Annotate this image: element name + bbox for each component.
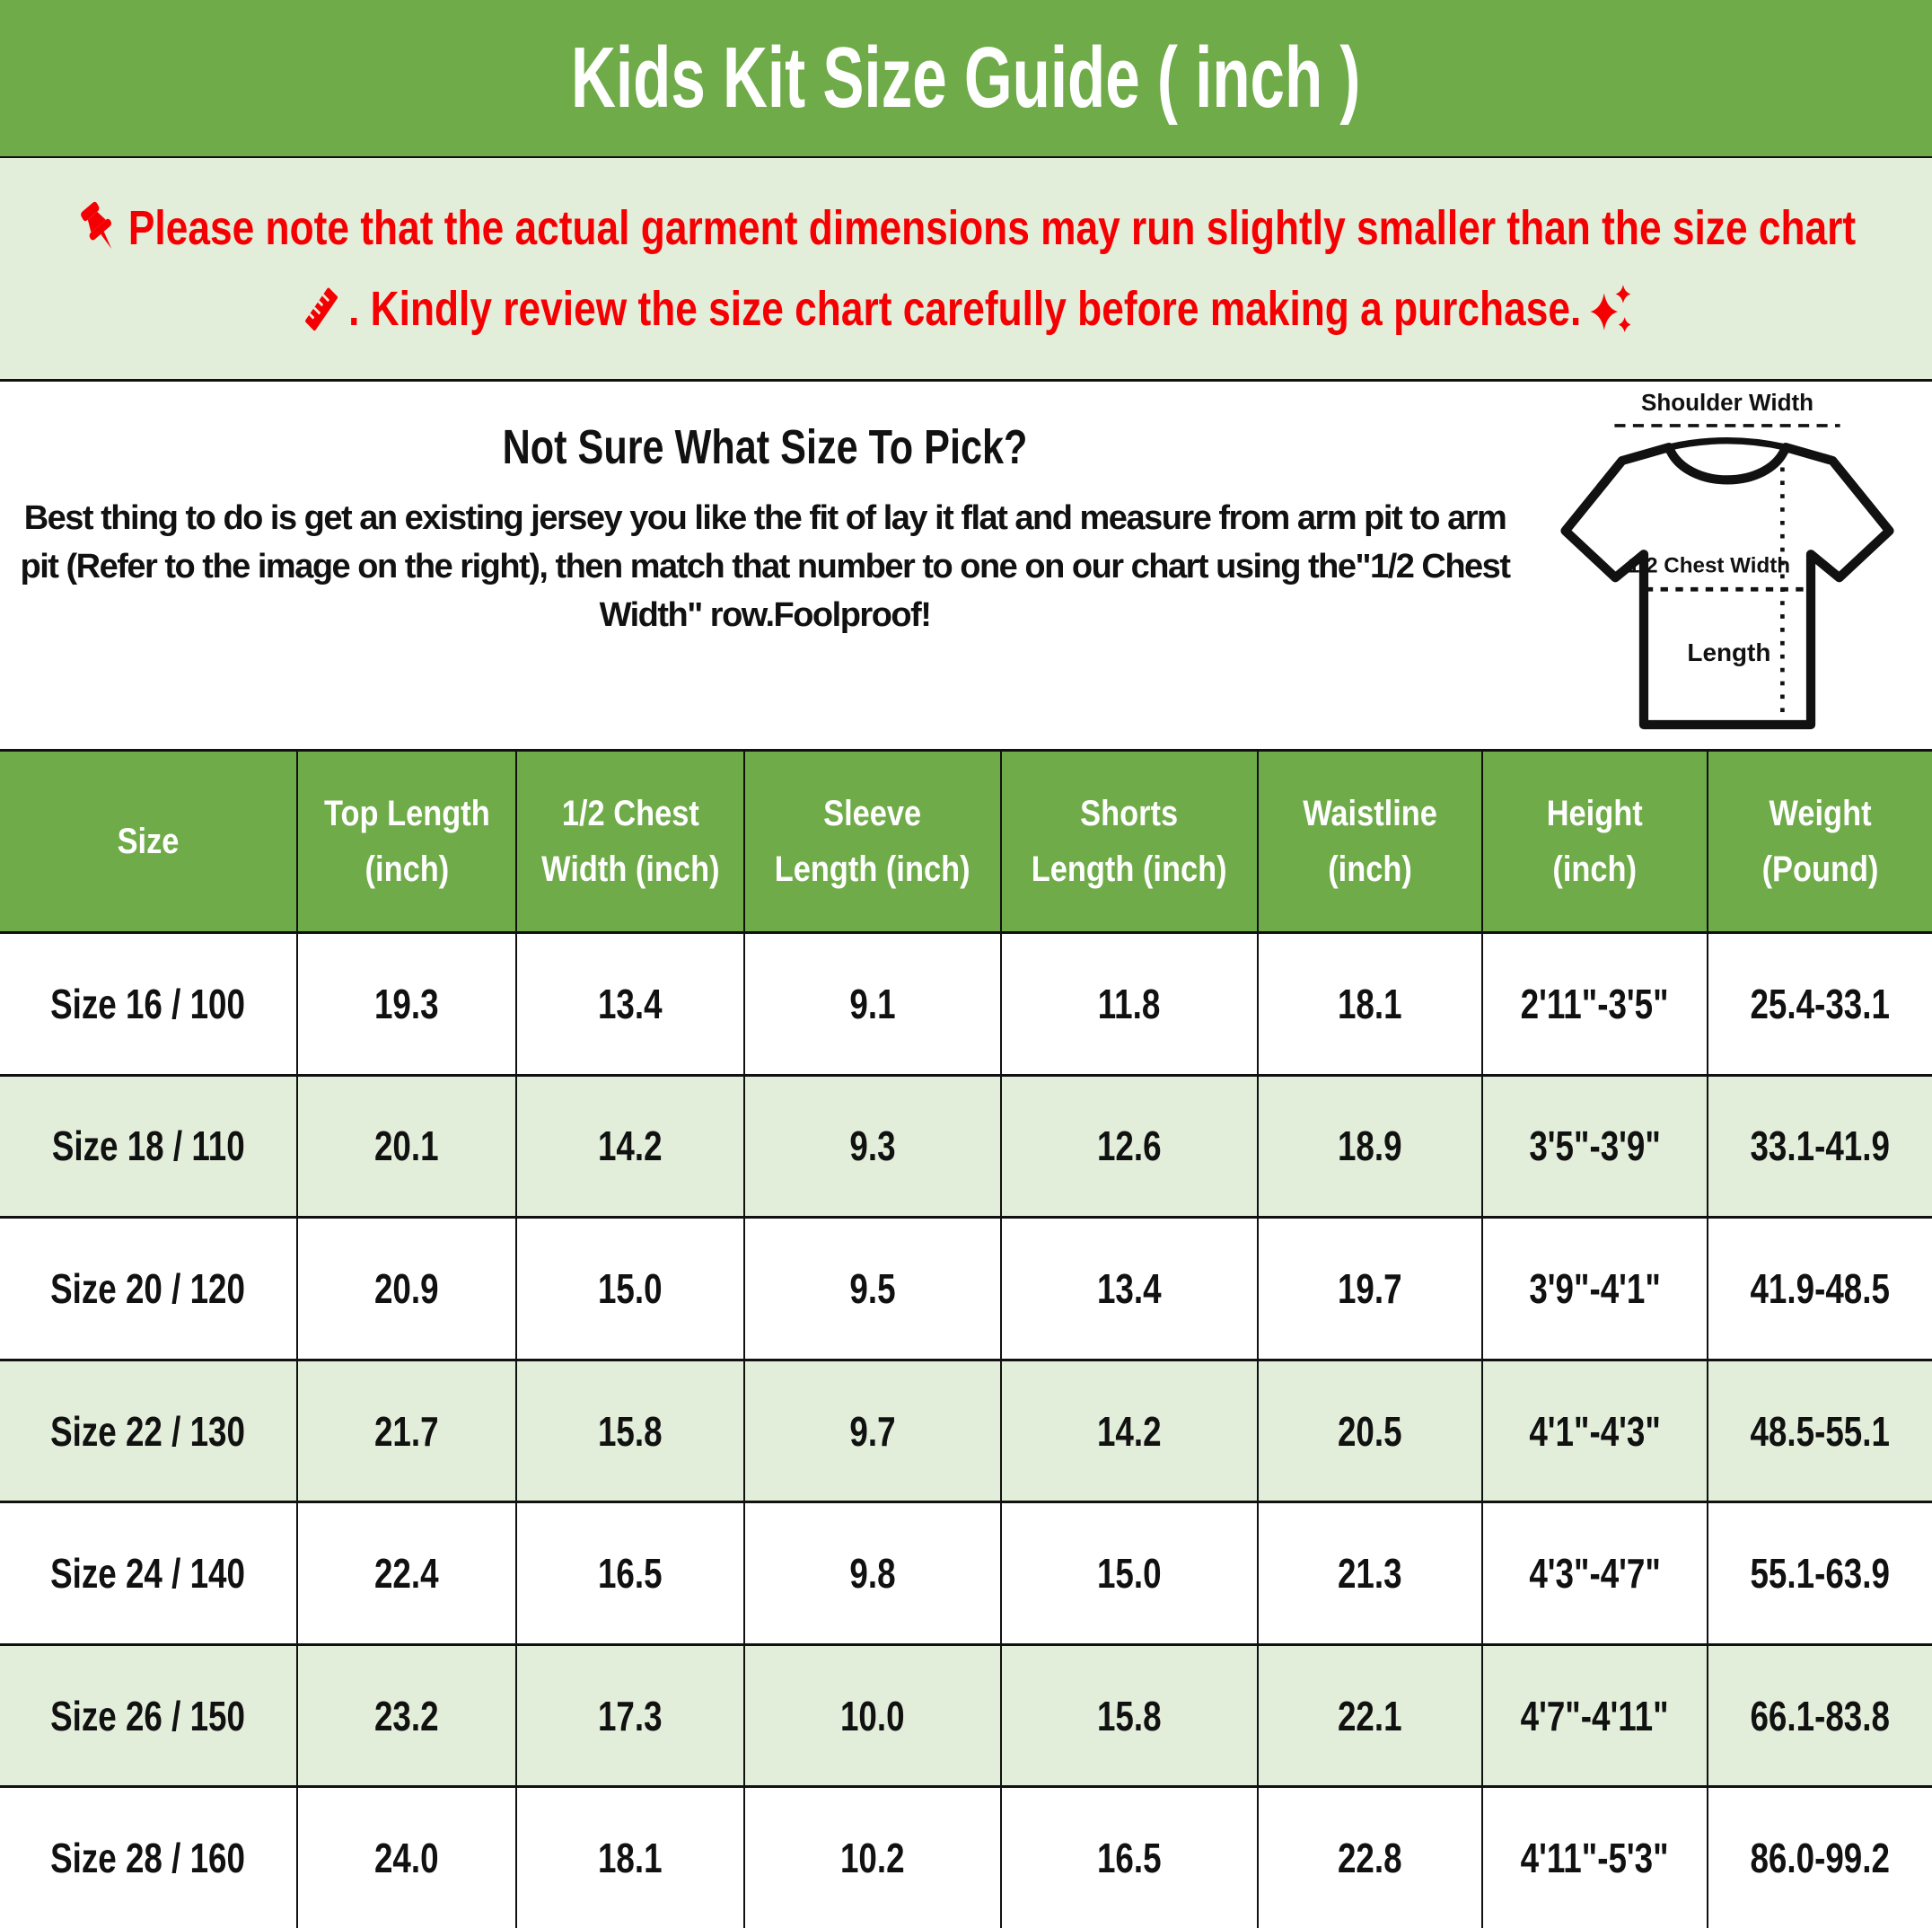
- column-header-size: Size: [0, 752, 296, 931]
- height-cell: 3'9"-4'1": [1481, 1219, 1707, 1359]
- waistline-cell: 20.5: [1257, 1361, 1481, 1501]
- waistline-cell: 18.1: [1257, 934, 1481, 1074]
- shorts-length-cell: 15.8: [1000, 1646, 1257, 1786]
- sleeve-length-cell: 9.3: [743, 1077, 1000, 1217]
- weight-cell: 25.4-33.1: [1707, 934, 1932, 1074]
- column-header-shorts-length: Shorts Length (inch): [1000, 752, 1257, 931]
- info-body-text: Best thing to do is get an existing jersey you like the fit of lay it flat and measure from arm pit to arm pit (Refer to the image on the right), then match that number to one on our chart using the"1/2 Chest Width" row.Foolproof!: [20, 499, 1510, 634]
- weight-cell: 48.5-55.1: [1707, 1361, 1932, 1501]
- chest-width-label: 1/2 Chest Width: [1627, 553, 1791, 578]
- title-bar: [0, 0, 1932, 158]
- tshirt-diagram-svg: [1530, 389, 1925, 748]
- table-row-size-26: [0, 1643, 1932, 1786]
- sleeve-length-cell: 9.7: [743, 1361, 1000, 1501]
- size-label-cell: Size 28 / 160: [50, 1835, 246, 1882]
- half-chest-cell: 17.3: [515, 1646, 743, 1786]
- shoulder-width-label: Shoulder Width: [1640, 389, 1814, 417]
- sleeve-length-cell: 9.8: [743, 1503, 1000, 1643]
- sleeve-length-cell: 9.5: [743, 1219, 1000, 1359]
- sparkles-icon: [1587, 282, 1633, 336]
- waistline-cell: 22.8: [1257, 1788, 1481, 1928]
- half-chest-cell: 16.5: [515, 1503, 743, 1643]
- weight-cell: 55.1-63.9: [1707, 1503, 1932, 1643]
- notice-line-1: [76, 200, 1856, 256]
- half-chest-cell: 15.8: [515, 1361, 743, 1501]
- waistline-cell: 22.1: [1257, 1646, 1481, 1786]
- info-section: [0, 382, 1932, 749]
- collar-line: [1669, 441, 1786, 447]
- column-header-top-length: Top Length (inch): [296, 752, 515, 931]
- waistline-cell: 21.3: [1257, 1503, 1481, 1643]
- column-header-weight: Weight (Pound): [1707, 752, 1932, 931]
- table-row-size-28: [0, 1785, 1932, 1928]
- sleeve-length-cell: 10.0: [743, 1646, 1000, 1786]
- shorts-length-cell: 13.4: [1000, 1219, 1257, 1359]
- column-header-half-chest-width: 1/2 Chest Width (inch): [515, 752, 743, 931]
- height-cell: 4'3"-4'7": [1481, 1503, 1707, 1643]
- ruler-icon: [300, 283, 343, 335]
- notice-line-1-text: Please note that the actual garment dimensions may run slightly smaller than the size chart: [127, 201, 1856, 255]
- table-row-size-18: [0, 1074, 1932, 1217]
- shorts-length-cell: 11.8: [1000, 934, 1257, 1074]
- page-title: Kids Kit Size Guide ( inch ): [571, 30, 1361, 126]
- sleeve-length-cell: 9.1: [743, 934, 1000, 1074]
- tshirt-outline: [1566, 447, 1890, 725]
- size-label-cell: Size 26 / 150: [50, 1692, 246, 1739]
- top-length-cell: 20.1: [296, 1077, 515, 1217]
- notice-line-2-text: . Kindly review the size chart carefully before making a purchase.: [347, 282, 1581, 336]
- size-label-cell: Size 22 / 130: [50, 1407, 246, 1455]
- height-cell: 4'1"-4'3": [1481, 1361, 1707, 1501]
- size-label-cell: Size 24 / 140: [50, 1550, 246, 1598]
- notice-line-2: [300, 281, 1633, 337]
- shorts-length-cell: 16.5: [1000, 1788, 1257, 1928]
- shorts-length-cell: 14.2: [1000, 1361, 1257, 1501]
- height-cell: 4'11"-5'3": [1481, 1788, 1707, 1928]
- info-text-block: [0, 382, 1530, 749]
- top-length-cell: 19.3: [296, 934, 515, 1074]
- size-chart-table: [0, 749, 1932, 1928]
- height-cell: 2'11"-3'5": [1481, 934, 1707, 1074]
- waistline-cell: 19.7: [1257, 1219, 1481, 1359]
- weight-cell: 86.0-99.2: [1707, 1788, 1932, 1928]
- size-label-cell: Size 18 / 110: [51, 1122, 245, 1170]
- height-cell: 3'5"-3'9": [1481, 1077, 1707, 1217]
- table-header-row: [0, 752, 1932, 931]
- notice-banner: [0, 158, 1932, 382]
- shorts-length-cell: 12.6: [1000, 1077, 1257, 1217]
- column-header-sleeve-length: Sleeve Length (inch): [743, 752, 1000, 931]
- pushpin-icon: [76, 200, 122, 256]
- half-chest-cell: 15.0: [515, 1219, 743, 1359]
- table-row-size-20: [0, 1216, 1932, 1359]
- shorts-length-cell: 15.0: [1000, 1503, 1257, 1643]
- top-length-cell: 23.2: [296, 1646, 515, 1786]
- column-header-waistline: Waistline (inch): [1257, 752, 1481, 931]
- table-row-size-24: [0, 1501, 1932, 1643]
- half-chest-cell: 13.4: [515, 934, 743, 1074]
- size-label-cell: Size 16 / 100: [50, 980, 246, 1027]
- top-length-cell: 21.7: [296, 1361, 515, 1501]
- height-cell: 4'7"-4'11": [1481, 1646, 1707, 1786]
- top-length-cell: 20.9: [296, 1219, 515, 1359]
- half-chest-cell: 14.2: [515, 1077, 743, 1217]
- weight-cell: 41.9-48.5: [1707, 1219, 1932, 1359]
- size-label-cell: Size 20 / 120: [50, 1264, 246, 1312]
- weight-cell: 33.1-41.9: [1707, 1077, 1932, 1217]
- weight-cell: 66.1-83.8: [1707, 1646, 1932, 1786]
- sleeve-length-cell: 10.2: [743, 1788, 1000, 1928]
- length-label: Length: [1687, 638, 1771, 667]
- table-row-size-22: [0, 1359, 1932, 1501]
- top-length-cell: 24.0: [296, 1788, 515, 1928]
- info-heading: Not Sure What Size To Pick?: [502, 420, 1028, 474]
- tshirt-measure-diagram: [1530, 382, 1932, 749]
- half-chest-cell: 18.1: [515, 1788, 743, 1928]
- table-row-size-16: [0, 931, 1932, 1074]
- column-header-height: Height (inch): [1481, 752, 1707, 931]
- waistline-cell: 18.9: [1257, 1077, 1481, 1217]
- top-length-cell: 22.4: [296, 1503, 515, 1643]
